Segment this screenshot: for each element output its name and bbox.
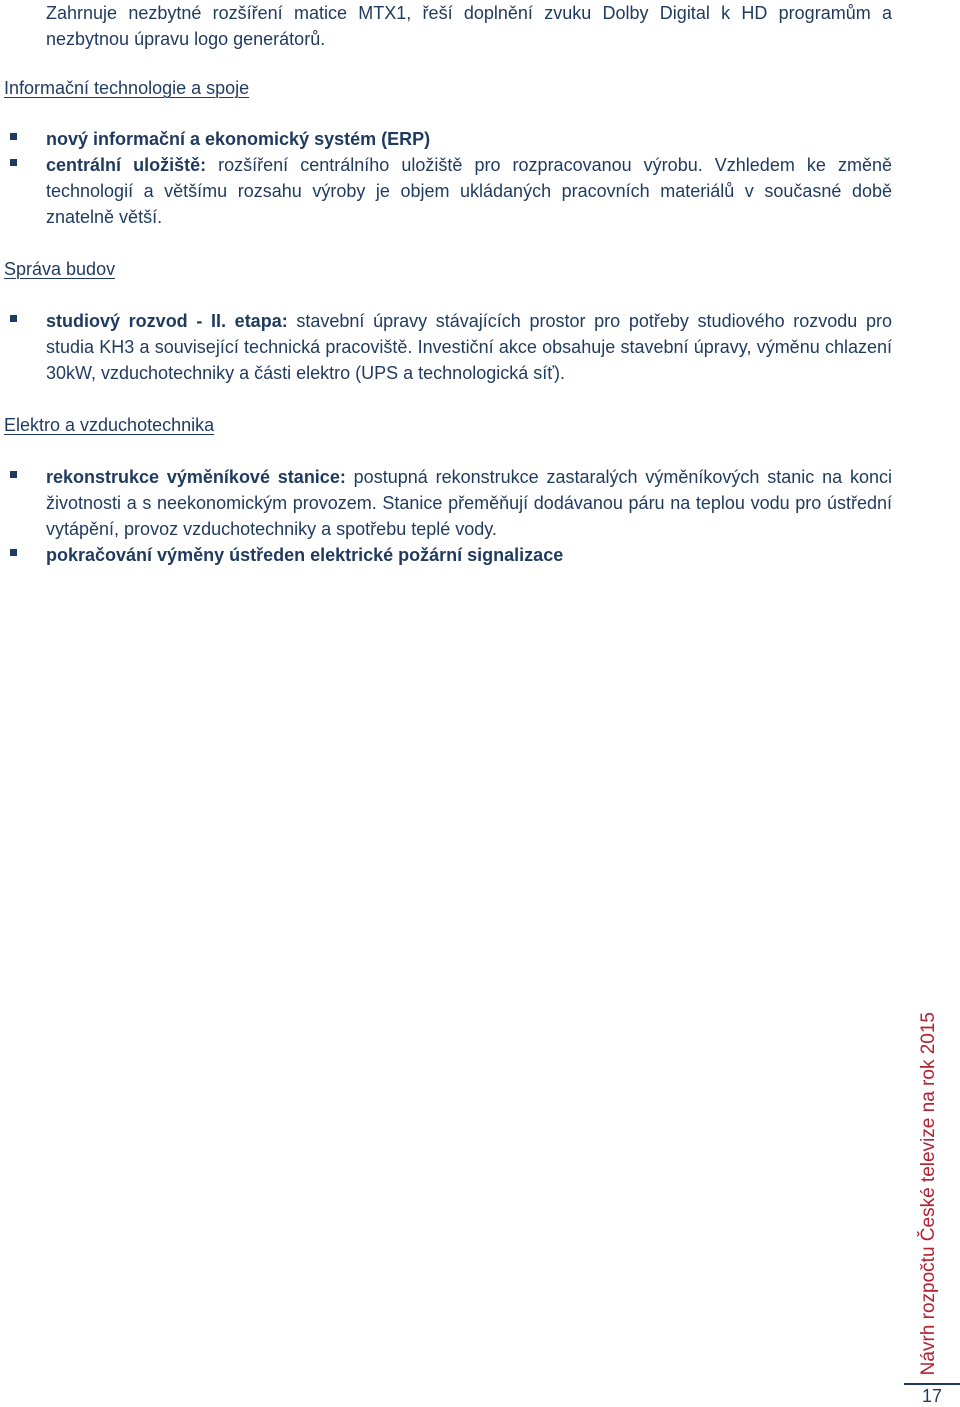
list-item-fire-alarm [46,542,892,568]
section-heading-electro: Elektro a vzduchotechnika [4,415,215,435]
item-text: postupná rekonstrukce zastaralých výměníkových stanic na konci životnosti a s neekonomickým provozem. Stanice přeměňují dodávanou páru na teplou vodu pro ústřední vytápění, provoz vzduchotechniky a spotřebu teplé vody. [46,467,892,539]
sidebar-title [906,1005,952,1375]
item-bold-label: pokračování výměny ústředen elektrické požární signalizace [46,545,564,565]
list-item-storage [46,152,892,230]
list-item-exchanger [46,464,892,542]
item-bold-label: rekonstrukce výměníkové stanice: [46,467,346,487]
item-text: rozšíření centrálního uložiště pro rozpracovanou výrobu. Vzhledem ke změně technologií a většímu rozsahu výroby je objem ukládaných pracovních materiálů v současné době znatelně větší. [46,155,892,227]
sidebar-title-text: Návrh rozpočtu České televize na rok 2015 [918,1011,939,1375]
list-item-studio [46,308,892,386]
section-heading-buildings: Správa budov [4,259,116,279]
bullet-icon [10,315,17,322]
page-number: 17 [921,1386,943,1406]
intro-text: Zahrnuje nezbytné rozšíření matice MTX1, řeší doplnění zvuku Dolby Digital k HD programům a nezbytnou úpravu logo generátorů. [46,3,892,49]
bullet-icon [10,471,17,478]
bullet-icon [10,549,17,556]
item-text: stavební úpravy stávajících prostor pro potřeby studiového rozvodu pro studia KH3 a související technická pracoviště. Investiční akce obsahuje stavební úpravy, výměnu chlazení 30kW, vzduchotechniky a části elektro (UPS a technologická síť). [46,311,893,383]
item-bold-label: centrální uložiště: [46,155,207,175]
section-heading-it: Informační technologie a spoje [4,78,250,98]
intro-paragraph [46,0,892,52]
item-bold-label: studiový rozvod - II. etapa: [46,311,288,331]
list-item-erp [46,126,892,152]
bullet-icon [10,133,17,140]
bullet-icon [10,159,17,166]
item-bold-label: nový informační a ekonomický systém (ERP) [46,129,431,149]
